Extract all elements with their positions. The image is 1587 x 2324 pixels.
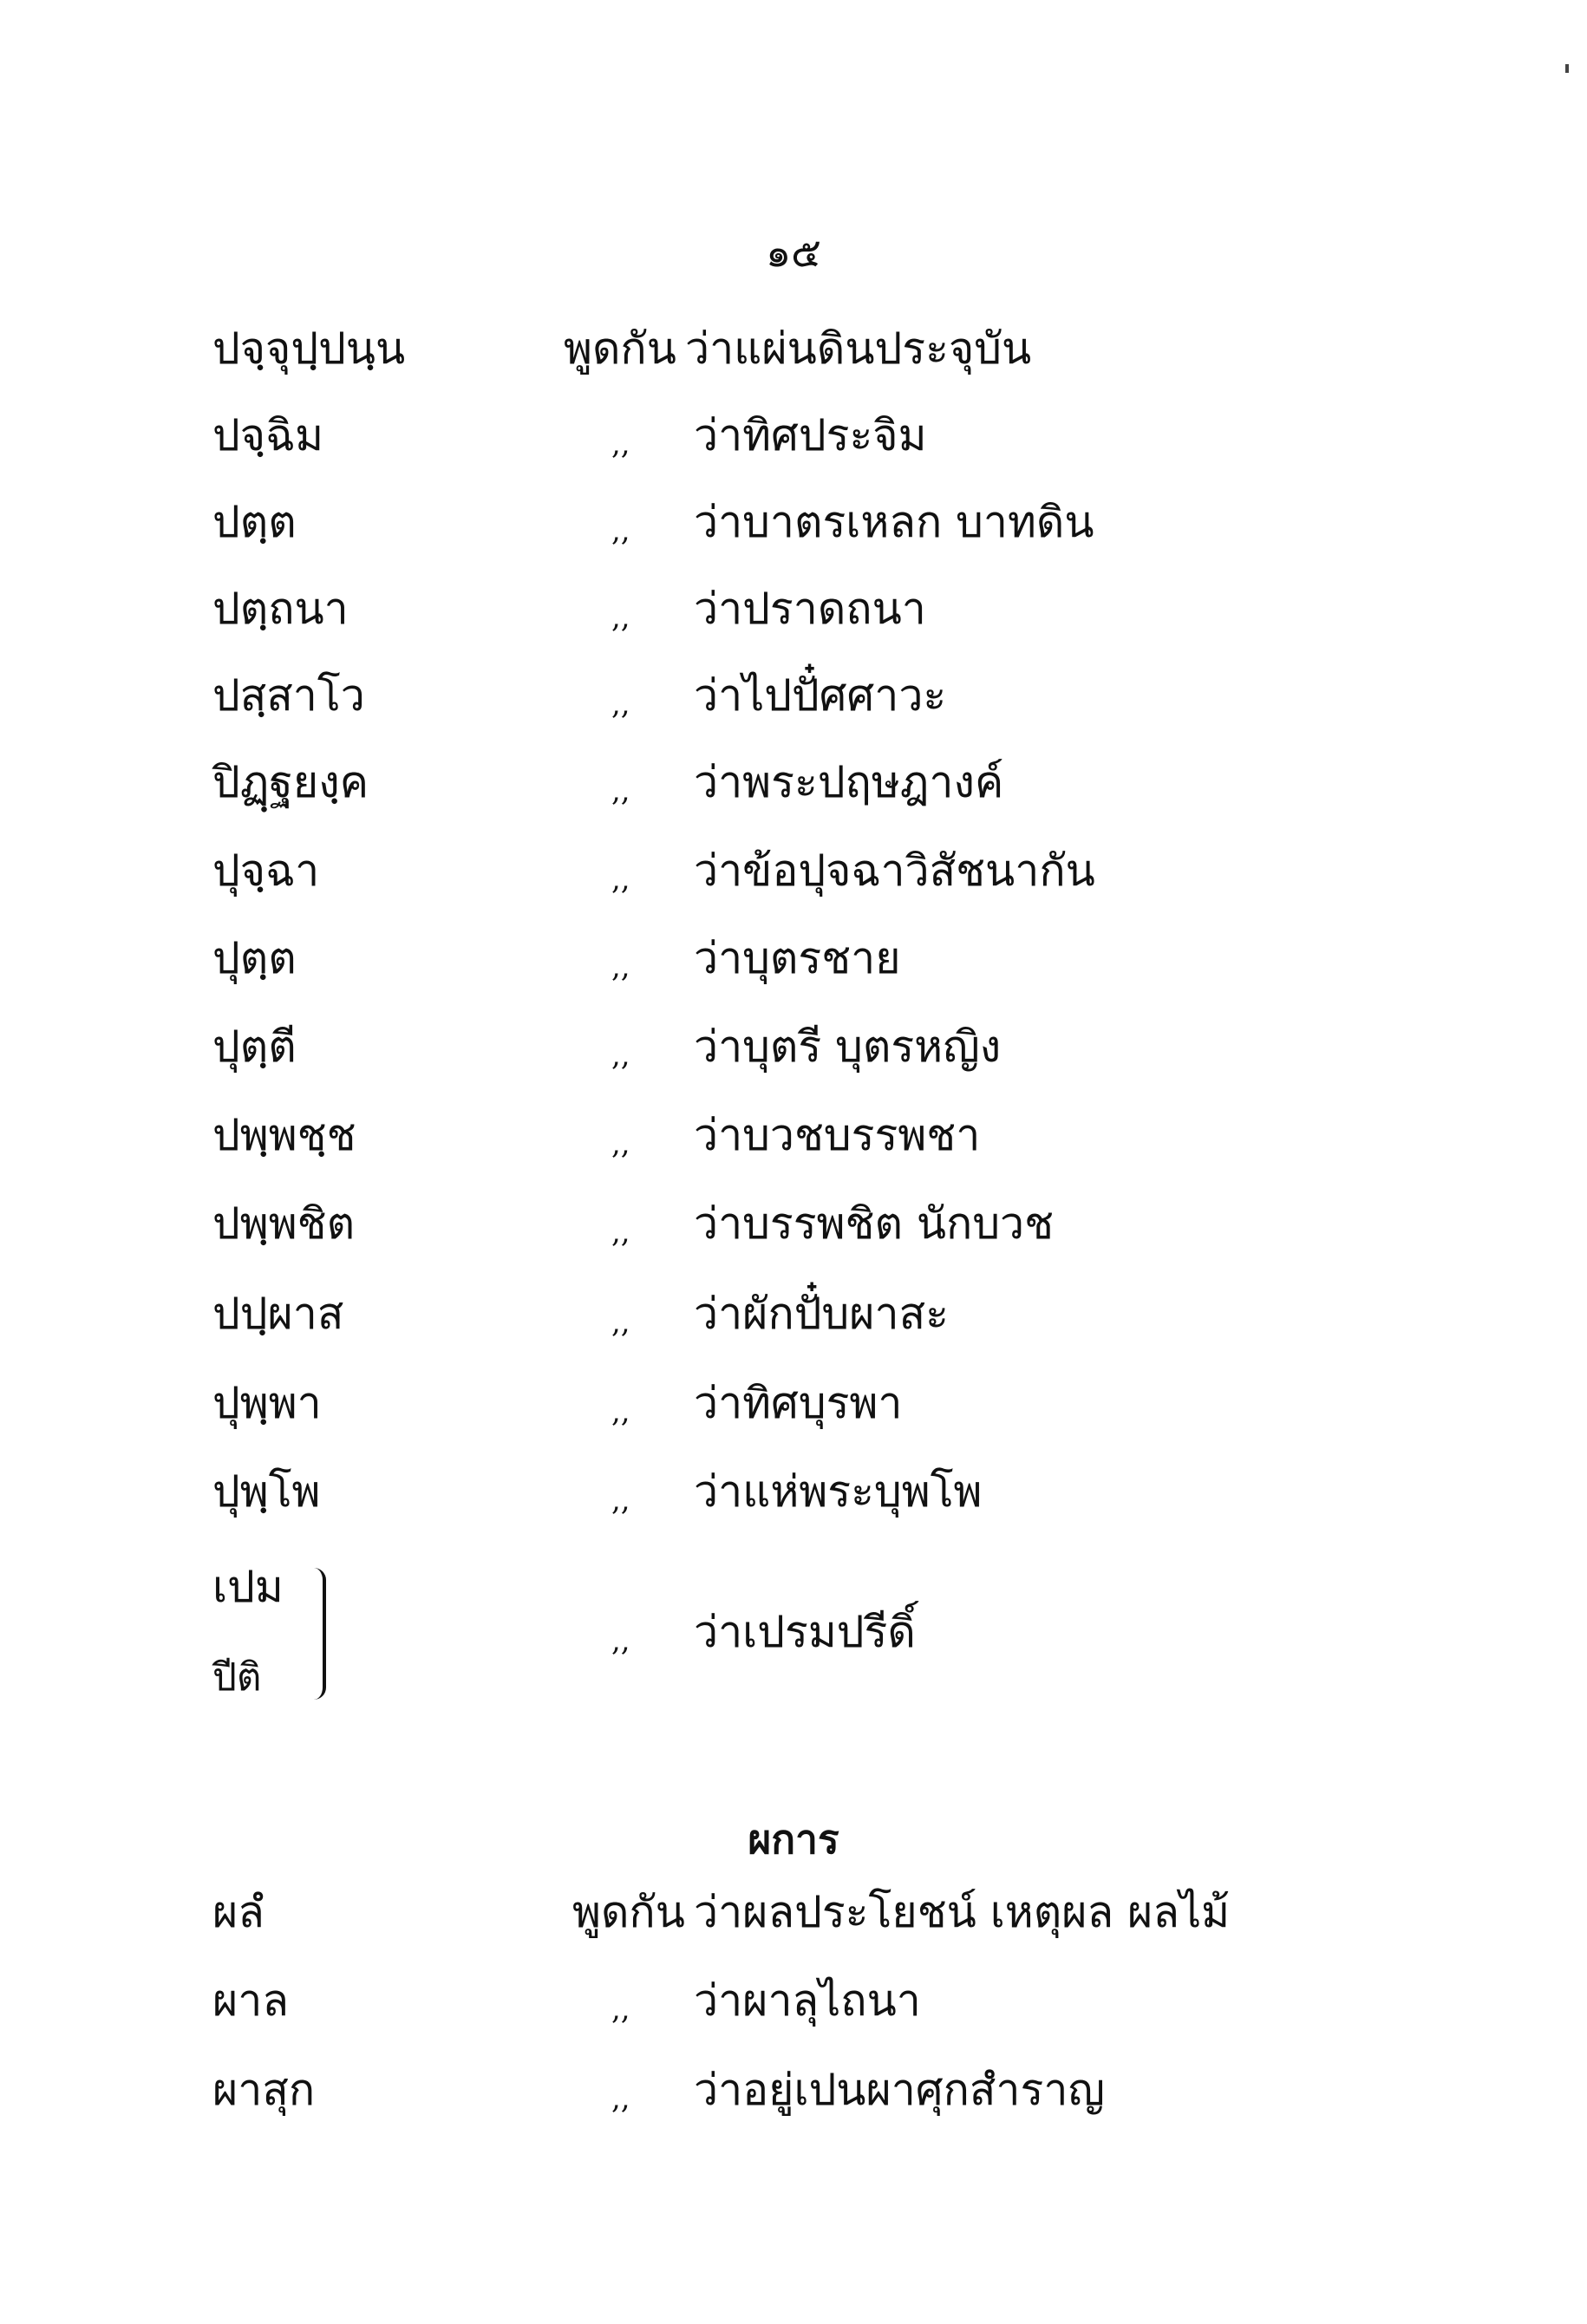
entry-gloss: ว่าปราดถนา	[694, 584, 926, 634]
entry-gloss: ว่าผาลุไถนา	[694, 1975, 921, 2026]
entry-gloss: ว่าบรรพชิต นักบวช	[694, 1198, 1055, 1249]
ditto-mark: ,,	[611, 1305, 630, 1340]
entry-term: ปตฺถนา	[212, 584, 349, 634]
entry-mark: พูดกัน	[564, 323, 676, 374]
entry-gloss: ว่าอยู่เปนผาศุกสำราญ	[694, 2065, 1105, 2115]
entry-gloss: ว่าทิศประจิม	[694, 410, 927, 460]
ditto-mark: ,,	[611, 774, 630, 808]
ditto-mark: ,,	[611, 1992, 630, 2027]
entry-mark: พูดกัน	[572, 1887, 685, 1937]
entry-gloss: ว่าพระปฤษฎางค์	[694, 757, 1004, 807]
entry-term: ปพฺพชิต	[212, 1198, 356, 1249]
ditto-mark: ,,	[611, 2081, 630, 2116]
entry-gloss: ว่าผลประโยชน์ เหตุผล ผลไม้	[694, 1887, 1231, 1937]
entry-gloss: ว่าทิศบุรพา	[694, 1378, 903, 1428]
entry-term: ผาล	[212, 1975, 290, 2026]
ditto-mark: ,,	[611, 950, 630, 984]
ditto-mark: ,,	[611, 1623, 630, 1658]
scan-speck	[1565, 64, 1569, 73]
entry-gloss: ว่าข้อปุจฉาวิสัชนากัน	[694, 845, 1095, 896]
entry-term: ปีติ	[212, 1655, 262, 1700]
ditto-mark: ,,	[611, 1215, 630, 1250]
entry-term: ปจฺฉิม	[212, 410, 324, 460]
entry-gloss: ว่าบุตรชาย	[694, 933, 901, 983]
entry-term: ผาสุก	[212, 2065, 316, 2115]
entry-term: ปุพฺพา	[212, 1378, 322, 1428]
entry-term: ปตฺต	[212, 497, 297, 547]
entry-gloss: ว่าบวชบรรพชา	[694, 1110, 981, 1160]
ditto-mark: ,,	[611, 1126, 630, 1161]
ditto-mark: ,,	[611, 513, 630, 548]
entry-term: ปุตฺต	[212, 933, 297, 983]
entry-gloss: ว่าบุตรี บุตรหญิง	[694, 1022, 1002, 1072]
entry-term: ผลํ	[212, 1887, 264, 1937]
ditto-mark: ,,	[611, 427, 630, 461]
ditto-mark: ,,	[611, 1483, 630, 1518]
ditto-mark: ,,	[611, 1038, 630, 1073]
entry-term: ปุตฺตี	[212, 1022, 297, 1072]
entry-gloss: ว่าแผ่นดินประจุบัน	[685, 323, 1032, 374]
entry-term: ปิฏฺฐยงฺค	[212, 757, 369, 807]
entry-term: ปจฺจุปฺปนฺน	[212, 323, 406, 374]
entry-term: ปปฺผาส	[212, 1289, 344, 1339]
ditto-mark: ,,	[611, 862, 630, 897]
ditto-mark: ,,	[611, 687, 630, 721]
entry-term: เปม	[212, 1562, 284, 1612]
section-heading: ผการ	[748, 1816, 839, 1863]
entry-gloss: ว่าไปปั๋ศศาวะ	[694, 670, 947, 721]
entry-term: ปสฺสาโว	[212, 670, 365, 721]
ditto-mark: ,,	[611, 600, 630, 635]
entry-term: ปุจฺฉา	[212, 845, 320, 896]
page-number: ๑๕	[765, 229, 821, 276]
bracket	[314, 1568, 326, 1700]
entry-gloss: ว่าเปรมปรีดิ์	[694, 1607, 916, 1657]
entry-term: ปพฺพชฺช	[212, 1110, 356, 1160]
entry-gloss: ว่าแห่พระบุพโพ	[694, 1466, 983, 1517]
entry-term: ปุพฺโพ	[212, 1466, 321, 1517]
entry-gloss: ว่าบาตรเหลก บาทดิน	[694, 497, 1094, 547]
ditto-mark: ,,	[611, 1394, 630, 1429]
entry-gloss: ว่าผักปั๋บผาสะ	[694, 1289, 949, 1339]
